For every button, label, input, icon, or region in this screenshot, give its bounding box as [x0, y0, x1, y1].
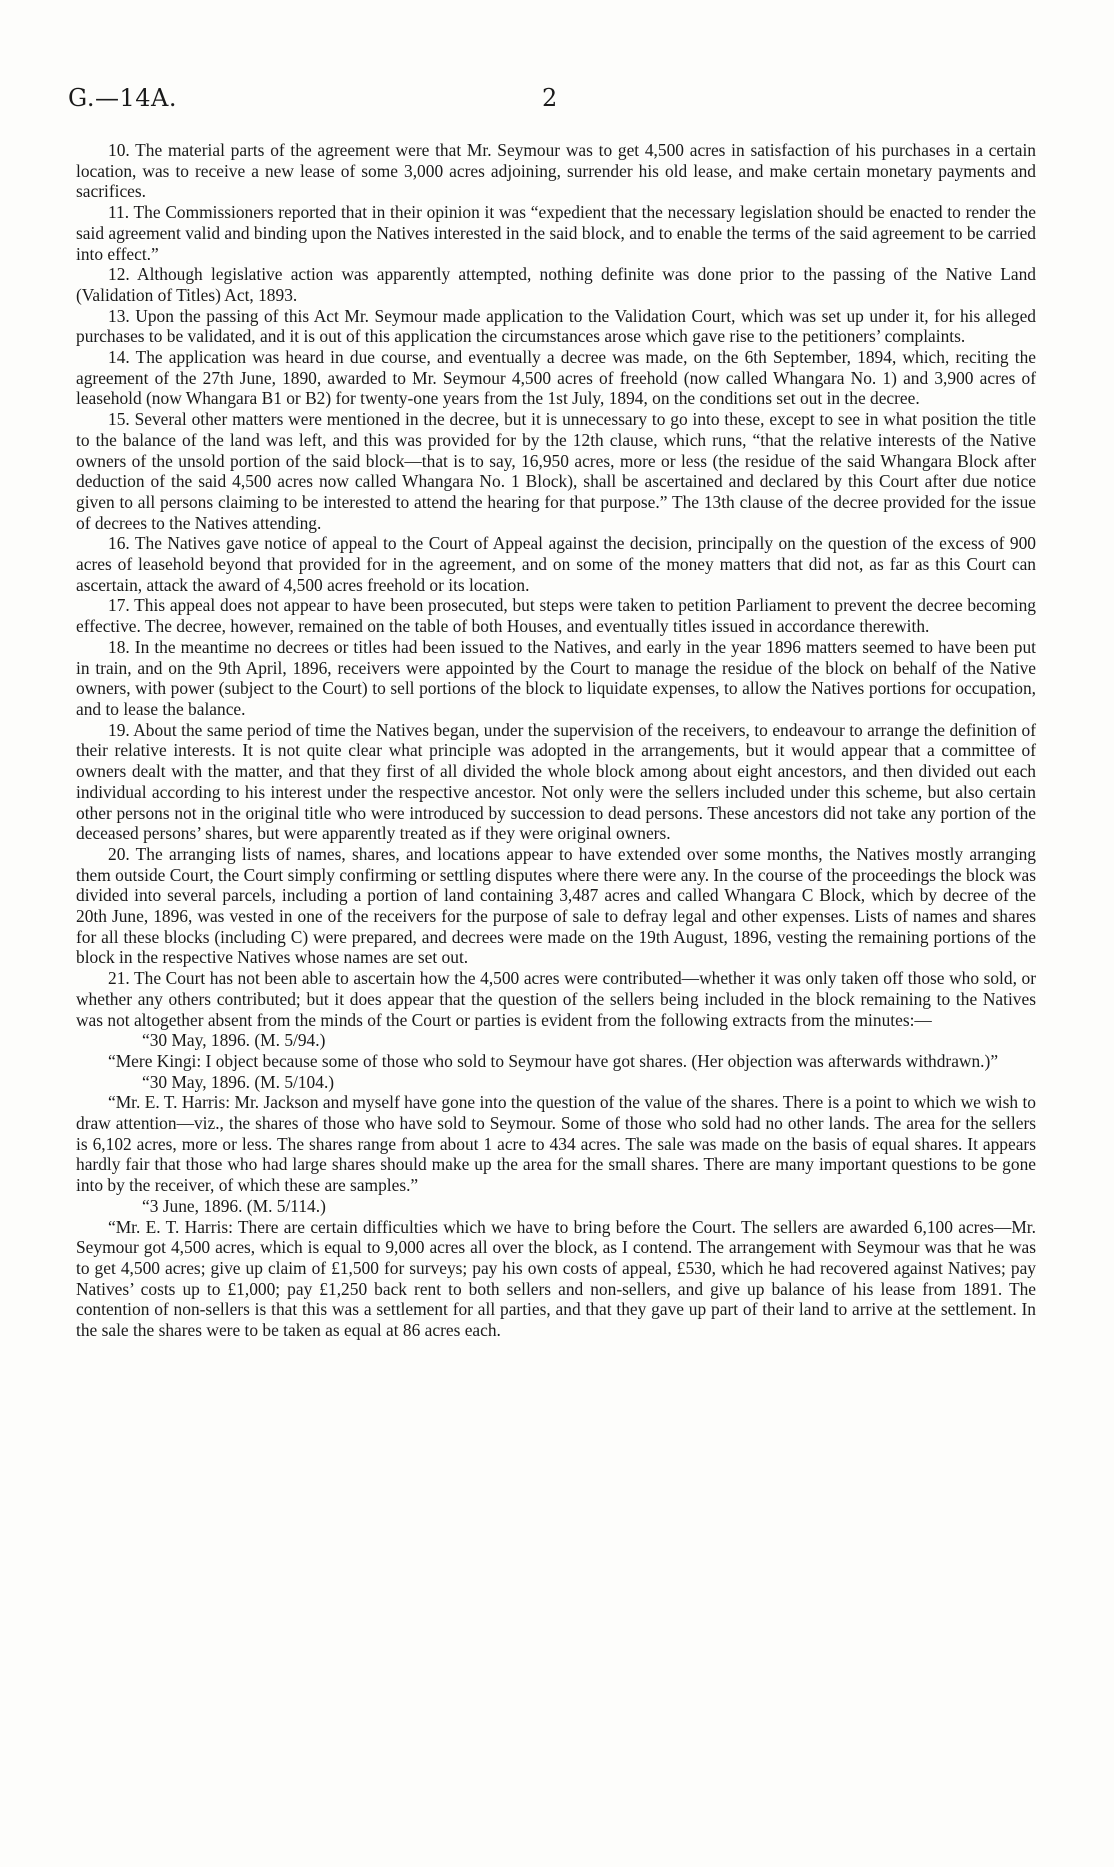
- page-header: [68, 84, 1048, 120]
- document-reference: G.—14A.: [68, 84, 177, 112]
- minute-date: “30 May, 1896. (M. 5/104.): [142, 1071, 335, 1092]
- paragraph-20: 20. The arranging lists of names, shares, and locations appear to have extended over some months, the Natives mostly arranging them outside Court, the Court simply confirming or settling disputes where there were any. In the course of the proceedings the block was divided into several parcels, including a portion of land containing 3,487 acres and called Whangara C Block, which by decree of the 20th June, 1896, was vested in one of the receivers for the purpose of sale to defray legal and other expenses. Lists of names and shares for all these blocks (including C) were prepared, and decrees were made on the 19th August, 1896, vesting the remaining portions of the block in the respective Natives whose names are set out.: [76, 843, 1036, 968]
- minute-entry: “Mere Kingi: I object because some of those who sold to Seymour have got shares. (Her objection was afterwards withdrawn.)”: [108, 1050, 999, 1071]
- paragraph-10: 10. The material parts of the agreement were that Mr. Seymour was to get 4,500 acres in satisfaction of his purchases in a certain location, was to receive a new lease of some 3,000 acres adjoining, surrender his old lease, and make certain monetary payments and sacrifices.: [76, 140, 1036, 202]
- body-text: [76, 140, 1036, 1341]
- paragraph-18: 18. In the meantime no decrees or titles had been issued to the Natives, and early in the year 1896 matters seemed to have been put in train, and on the 9th April, 1896, receivers were appointed by the Court to manage the residue of the block on behalf of the Native owners, with power (subject to the Court) to sell portions of the block to liquidate expenses, to allow the Natives portions for occupation, and to lease the balance.: [76, 636, 1036, 719]
- minute-entry: “Mr. E. T. Harris: There are certain difficulties which we have to bring before the Court. The sellers are awarded 6,100 acres—Mr. Seymour got 4,500 acres, which is equal to 9,000 acres all over the block, as I contend. The arrangement with Seymour was that he was to get 4,500 acres; give up claim of £1,500 for surveys; pay his own costs of appeal, £530, which he had recovered against Natives; pay Natives’ costs up to £1,000; pay £1,250 back rent to both sellers and non-sellers, and give up balance of his lease from 1891. The contention of non-sellers is that this was a settlement for all parties, and that they gave up part of their land to arrive at the settlement. In the sale the shares were to be taken as equal at 86 acres each.: [76, 1216, 1036, 1341]
- minute-entry: “Mr. E. T. Harris: Mr. Jackson and myself have gone into the question of the value of the shares. There is a point to which we wish to draw attention—viz., the shares of those who have sold to Seymour. Some of those who sold had no other lands. The area for the sellers is 6,102 acres, more or less. The shares range from about 1 acre to 434 acres. The sale was made on the basis of equal shares. It appears hardly fair that those who had large shares should make up the area for the small shares. There are many important questions to be gone into by the receiver, of which these are samples.”: [76, 1092, 1036, 1196]
- paragraph-12: 12. Although legislative action was apparently attempted, nothing definite was done prior to the passing of the Native Land (Validation of Titles) Act, 1893.: [76, 264, 1036, 305]
- minute-date: “30 May, 1896. (M. 5/94.): [142, 1030, 326, 1051]
- paragraph-13: 13. Upon the passing of this Act Mr. Seymour made application to the Validation Court, which was set up under it, for his alleged purchases to be validated, and it is out of this application the circumstances arose which gave rise to the petitioners’ complaints.: [76, 305, 1036, 347]
- paragraph-19: 19. About the same period of time the Natives began, under the supervision of the receivers, to endeavour to arrange the definition of their relative interests. It is not quite clear what principle was adopted in the arrangements, but it would appear that a committee of owners dealt with the matter, and that they first of all divided the whole block among about eight ancestors, and then divided out each individual according to his interest under the respective ancestor. Not only were the sellers included under this scheme, but also certain other persons not in the original title who were introduced by succession to dead persons. These ancestors did not take any portion of the deceased persons’ shares, but were apparently treated as if they were original owners.: [76, 719, 1036, 844]
- paragraph-11: 11. The Commissioners reported that in their opinion it was “expedient that the necessary legislation should be enacted to render the said agreement valid and binding upon the Natives interested in the said block, and to enable the terms of the said agreement to be carried into effect.”: [76, 202, 1036, 264]
- paragraph-17: 17. This appeal does not appear to have been prosecuted, but steps were taken to petition Parliament to prevent the decree becoming effective. The decree, however, remained on the table of both Houses, and eventually titles issued in accordance therewith.: [76, 595, 1036, 637]
- minute-date: “3 June, 1896. (M. 5/114.): [142, 1195, 326, 1216]
- page-number: 2: [542, 84, 558, 112]
- paragraph-15: 15. Several other matters were mentioned in the decree, but it is unnecessary to go into these, except to see in what position the title to the balance of the land was left, and this was provided for by the 12th clause, which runs, “that the relative interests of the Native owners of the unsold portion of the said block—that is to say, 16,950 acres, more or less (the residue of the said Whangara Block after deduction of the said 4,500 acres now called Whangara No. 1 Block), shall be ascertained and declared by this Court after due notice given to all persons claiming to be interested to attend the hearing for that purpose.” The 13th clause of the decree provided for the issue of decrees to the Natives attending.: [76, 409, 1036, 533]
- paragraph-16: 16. The Natives gave notice of appeal to the Court of Appeal against the decision, principally on the question of the excess of 900 acres of leasehold beyond that provided for in the agreement, and on some of the money matters that did not, as far as this Court can ascertain, attack the award of 4,500 acres freehold or its location.: [76, 533, 1036, 595]
- paragraph-21: 21. The Court has not been able to ascertain how the 4,500 acres were contributed—whether it was only taken off those who sold, or whether any others contributed; but it does appear that the question of the sellers being included in the block remaining to the Natives was not altogether absent from the minds of the Court or parties is evident from the following extracts from the minutes:—: [76, 968, 1036, 1030]
- paragraph-14: 14. The application was heard in due course, and eventually a decree was made, on the 6th September, 1894, which, reciting the agreement of the 27th June, 1890, awarded to Mr. Seymour 4,500 acres of freehold (now called Whangara No. 1) and 3,900 acres of leasehold (now Whangara B1 or B2) for twenty-one years from the 1st July, 1894, on the conditions set out in the decree.: [76, 347, 1036, 409]
